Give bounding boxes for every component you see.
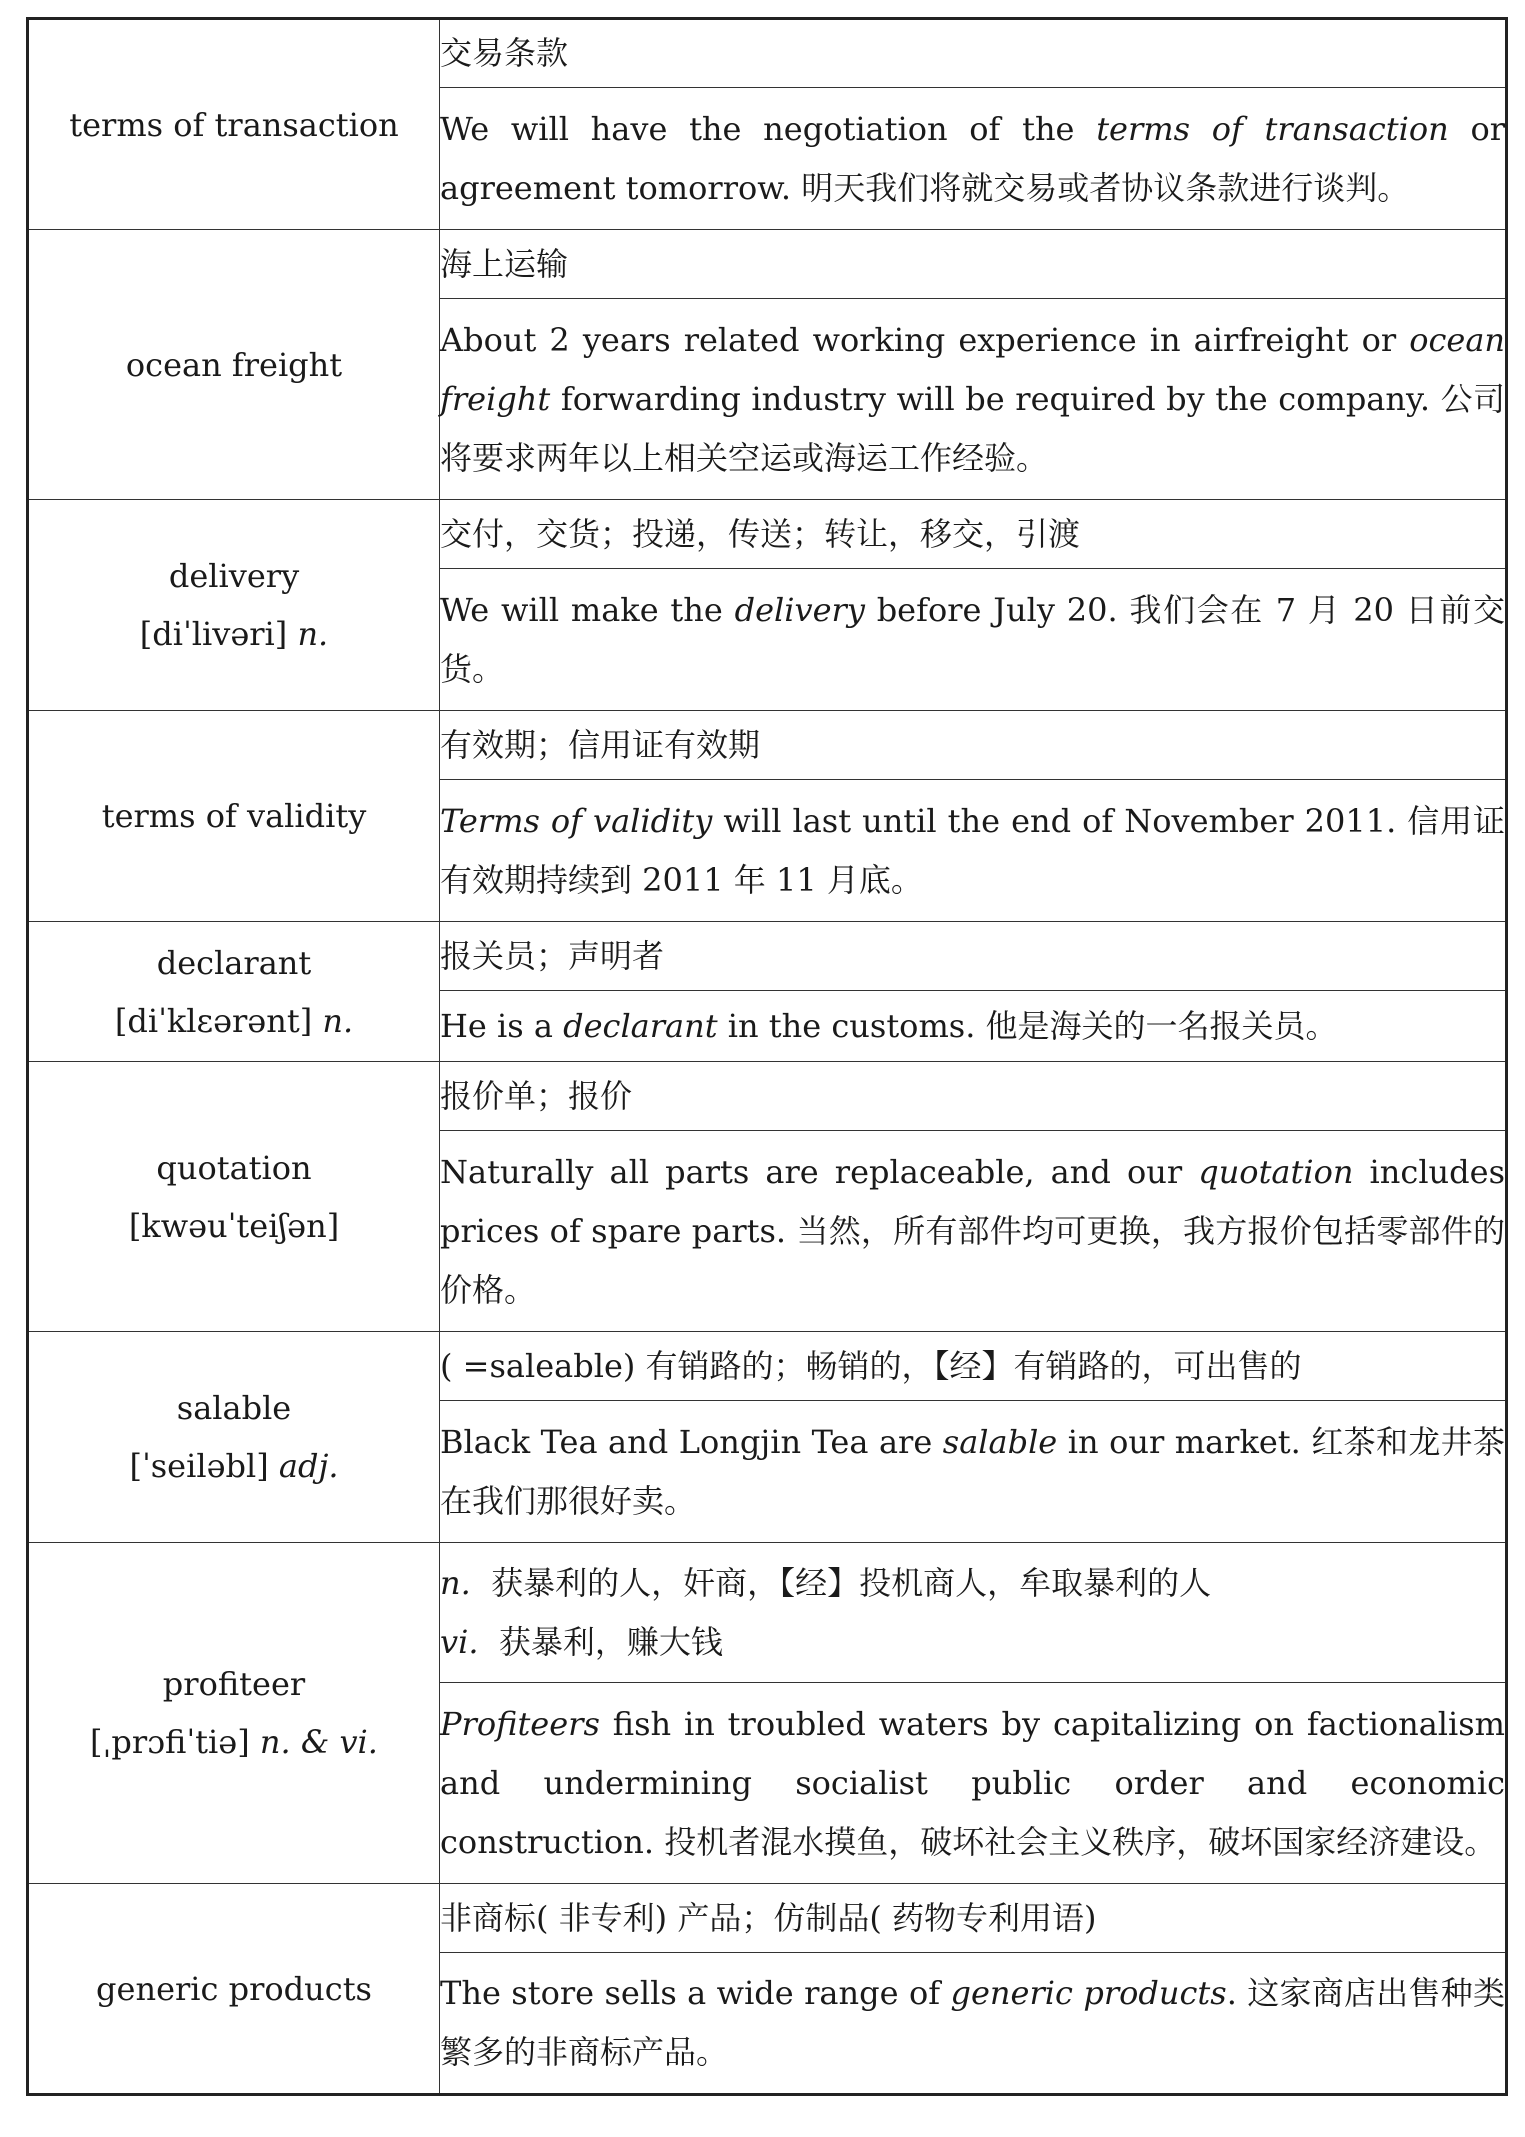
term-cell <box>28 1543 440 1884</box>
term-word: salable <box>176 1389 292 1427</box>
example-term: delivery <box>734 590 865 629</box>
term-cell <box>28 19 440 230</box>
example-term: terms of transaction <box>1096 109 1449 148</box>
example-cell: We will make the delivery before July 20. 我们会在 7 月 20 日前交货。 <box>440 569 1507 711</box>
term-pronunciation: [diˈklɛərənt] n. <box>114 1001 354 1040</box>
term-pronunciation: [diˈlivəri] n. <box>139 615 329 653</box>
example-term: salable <box>942 1422 1058 1461</box>
term-word: delivery <box>168 557 300 595</box>
definition-cell: ( =saleable) 有销路的；畅销的，【经】有销路的，可出售的 <box>440 1332 1507 1401</box>
definition-line: vi. 获暴利，赚大钱 <box>440 1622 723 1661</box>
definition-cell <box>440 1543 1507 1683</box>
example-term: Profiteers <box>440 1704 600 1743</box>
example-term: generic products <box>950 1974 1227 2012</box>
term-cell <box>28 711 440 922</box>
definition-cell: 海上运输 <box>440 230 1507 299</box>
term-word: generic products <box>96 1969 372 2008</box>
term-word: terms of validity <box>101 797 367 835</box>
example-term: ocean freight <box>440 320 1505 418</box>
example-term: declarant <box>563 1006 718 1045</box>
term-cell <box>28 1884 440 2095</box>
term-pronunciation: [kwəuˈteiʃən] <box>128 1206 340 1245</box>
definition-cell: 报关员；声明者 <box>440 922 1507 991</box>
table-row <box>28 1543 1507 1683</box>
term-cell <box>28 1062 440 1332</box>
example-term: quotation <box>1198 1152 1354 1191</box>
table-row <box>28 922 1507 991</box>
table-row <box>28 1884 1507 1953</box>
example-cell: Black Tea and Longjin Tea are salable in our market. 红茶和龙井茶在我们那很好卖。 <box>440 1401 1507 1543</box>
example-cell: Naturally all parts are replaceable, and our quotation includes prices of spare parts. 当然，所有部件均可更换，我方报价包括零部件的价格。 <box>440 1131 1507 1332</box>
example-cell: Profiteers fish in troubled waters by capitalizing on factionalism and undermining socialist public order and economic construction. 投机者混水摸鱼，破坏社会主义秩序，破坏国家经济建设。 <box>440 1683 1507 1884</box>
table-row <box>28 500 1507 569</box>
vocabulary-table <box>26 17 1508 2096</box>
term-pronunciation: [ˈseiləbl] adj. <box>129 1447 339 1485</box>
example-cell: We will have the negotiation of the terms of transaction or agreement tomorrow. 明天我们将就交易或者协议条款进行谈判。 <box>440 88 1507 230</box>
term-cell <box>28 500 440 711</box>
example-cell: The store sells a wide range of generic products. 这家商店出售种类繁多的非商标产品。 <box>440 1953 1507 2095</box>
definition-cell: 交付，交货；投递，传送；转让，移交，引渡 <box>440 500 1507 569</box>
definition-cell: 非商标( 非专利) 产品；仿制品( 药物专利用语) <box>440 1884 1507 1953</box>
term-cell <box>28 1332 440 1543</box>
definition-cell: 有效期；信用证有效期 <box>440 711 1507 780</box>
term-word: quotation <box>156 1148 312 1187</box>
term-word: declarant <box>156 943 312 982</box>
example-cell: He is a declarant in the customs. 他是海关的一名报关员。 <box>440 991 1507 1062</box>
definition-cell: 交易条款 <box>440 19 1507 88</box>
definition-cell: 报价单；报价 <box>440 1062 1507 1131</box>
table-row <box>28 1332 1507 1401</box>
example-cell: Terms of validity will last until the end of November 2011. 信用证有效期持续到 2011 年 11 月底。 <box>440 780 1507 922</box>
table-row <box>28 1062 1507 1131</box>
example-cell: About 2 years related working experience in airfreight or ocean freight forwarding industry will be required by the company. 公司将要求两年以上相关空运或海运工作经验。 <box>440 299 1507 500</box>
term-cell <box>28 922 440 1062</box>
term-word: profiteer <box>162 1665 306 1703</box>
example-term: Terms of validity <box>440 801 713 840</box>
term-pronunciation: [ˌprɔfiˈtiə] n. & vi. <box>90 1723 378 1761</box>
table-row <box>28 19 1507 88</box>
term-word: terms of transaction <box>69 105 399 144</box>
table-row <box>28 711 1507 780</box>
term-cell <box>28 230 440 500</box>
term-word: ocean freight <box>125 345 343 384</box>
table-row <box>28 230 1507 299</box>
definition-line: n. 获暴利的人，奸商，【经】投机商人，牟取暴利的人 <box>440 1563 1212 1602</box>
